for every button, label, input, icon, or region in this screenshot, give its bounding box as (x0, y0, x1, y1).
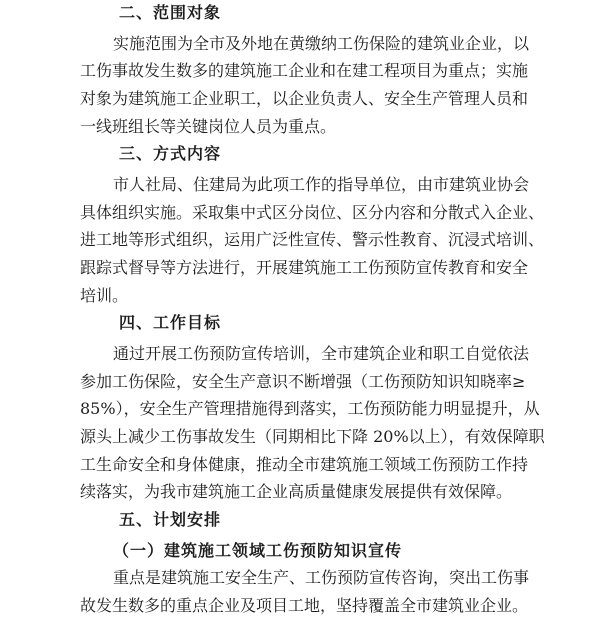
section-heading-scope: 二、范围对象 (119, 3, 222, 22)
paragraph-line: 市人社局、住建局为此项工作的指导单位，由市建筑业协会 (113, 175, 530, 194)
section-heading-plan: 五、计划安排 (119, 510, 222, 529)
paragraph-line: 进工地等形式组织，运用广泛性宣传、警示性教育、沉浸式培训、 (80, 230, 545, 250)
paragraph-line: 对象为建筑施工企业职工，以企业负责人、安全生产管理人员和 (80, 89, 529, 108)
paragraph-line: 培训。 (80, 285, 129, 305)
paragraph-line: 续落实，为我市建筑施工企业高质量健康发展提供有效保障。 (80, 482, 513, 502)
paragraph-line: 参加工伤保险，安全生产意识不断增强（工伤预防知识知晓率≥ (80, 371, 526, 391)
paragraph-line: 85%），安全生产管理措施得到落实，工伤预防能力明显提升，从 (80, 399, 540, 419)
section-heading-goals: 四、工作目标 (119, 313, 222, 333)
paragraph-line: 工生命安全和身体健康，推动全市建筑施工领域工伤预防工作持 (80, 454, 529, 474)
paragraph-line: 通过开展工伤预防宣传培训，全市建筑企业和职工自觉依法 (113, 344, 530, 363)
sub-heading-knowledge-promotion: （一）建筑施工领域工伤预防知识宣传 (113, 540, 403, 560)
section-heading-method: 三、方式内容 (119, 144, 222, 164)
paragraph-line: 故发生数多的重点企业及项目工地，坚持覆盖全市建筑业企业。 (80, 596, 529, 615)
paragraph-line: 重点是建筑施工安全生产、工伤预防宣传咨询，突出工伤事 (113, 568, 530, 588)
paragraph-line: 工伤事故发生数多的建筑施工企业和在建工程项目为重点；实施 (80, 61, 529, 81)
paragraph-line: 实施范围为全市及外地在黄缴纳工伤保险的建筑业企业，以 (113, 33, 530, 53)
paragraph-line: 源头上减少工伤事故发生（同期相比下降 20%以上），有效保障职 (80, 427, 545, 446)
paragraph-line: 一线班组长等关键岗位人员为重点。 (80, 116, 337, 136)
paragraph-line: 跟踪式督导等方法进行，开展建筑施工工伤预防宣传教育和安全 (80, 258, 529, 277)
paragraph-line: 具体组织实施。采取集中式区分岗位、区分内容和分散式入企业、 (80, 202, 545, 222)
